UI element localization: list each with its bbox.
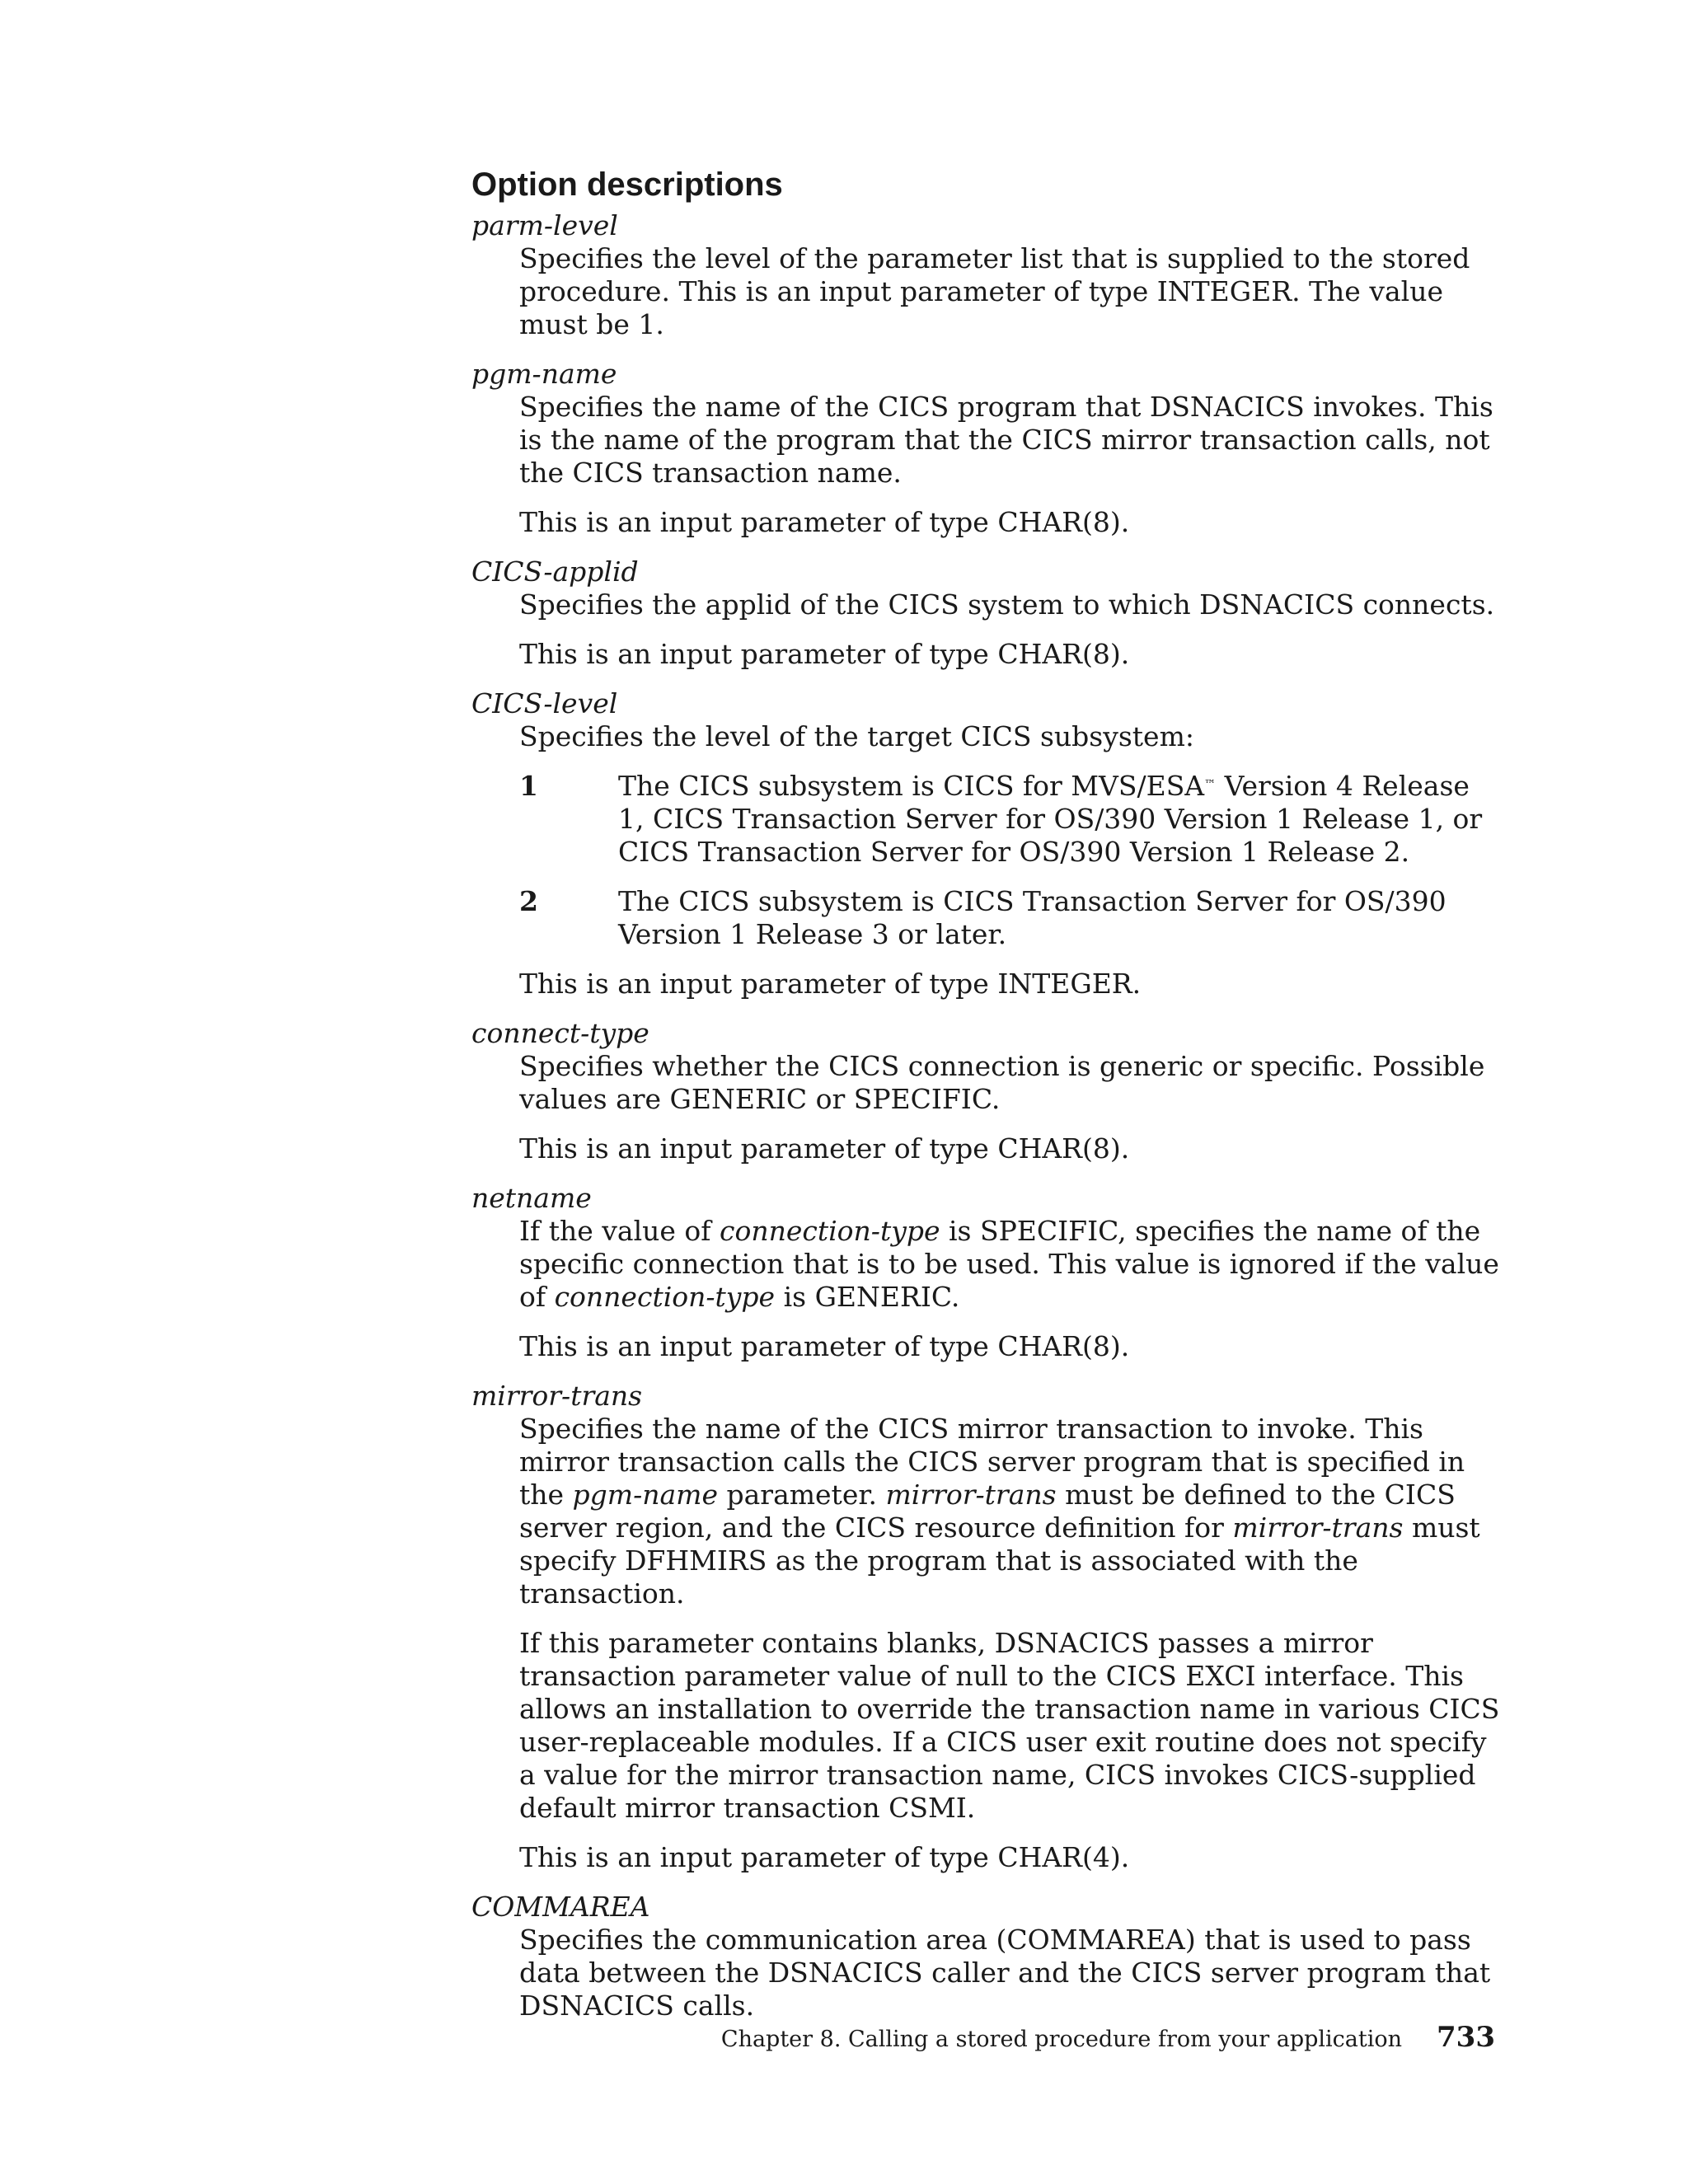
text-run: If the value of — [519, 1215, 720, 1247]
text-run: is SPECIFIC, specifies the name of the specific connection that is to be used. This value is ignored if the value of — [519, 1215, 1499, 1313]
description-paragraph: This is an input parameter of type CHAR(4). — [519, 1841, 1130, 1873]
option-description — [519, 391, 1502, 539]
description-paragraph: Specifies the name of the CICS program that DSNACICS invokes. This is the name of the program that the CICS mirror transaction calls, not the CICS transaction name. — [519, 391, 1493, 489]
option-term: parm-level — [471, 209, 618, 241]
list-item-text — [618, 770, 1502, 869]
italic-term-reference: mirror-trans — [1232, 1511, 1404, 1544]
description-paragraph: Specifies the communication area (COMMAREA) that is used to pass data between the DSNACICS caller and the CICS server program that DSNACICS calls. — [519, 1924, 1491, 2022]
description-paragraph — [519, 1413, 1502, 1610]
list-item-text: The CICS subsystem is CICS Transaction Server for OS/390 Version 1 Release 3 or later. — [618, 885, 1447, 950]
description-paragraph — [519, 1215, 1502, 1314]
option-description — [519, 1215, 1502, 1363]
italic-term-reference: pgm-name — [572, 1479, 718, 1511]
option-term: CICS-level — [471, 687, 618, 719]
chapter-title: Chapter 8. Calling a stored procedure from your application — [720, 2027, 1403, 2052]
list-item — [519, 770, 1502, 869]
description-paragraph: This is an input parameter of type CHAR(8). — [519, 638, 1130, 670]
description-paragraph: Specifies the level of the target CICS subsystem: — [519, 720, 1194, 752]
option-term: mirror-trans — [471, 1380, 643, 1412]
option-netname — [471, 1182, 1502, 1363]
option-connect-type — [471, 1017, 1502, 1165]
text-run: must be defined to the CICS server region, and the CICS resource definition for — [519, 1479, 1456, 1544]
option-term: connect-type — [471, 1017, 649, 1049]
option-mirror-trans — [471, 1380, 1502, 1874]
description-paragraph: If this parameter contains blanks, DSNACICS passes a mirror transaction parameter value of null to the CICS EXCI interface. This allows an installation to override the transaction name in various CICS user-replaceable modules. If a CICS user exit routine does not specify a value for the mirror transaction name, CICS invokes CICS-supplied default mirror transaction CSMI. — [519, 1627, 1500, 1824]
page-number: 733 — [1437, 2021, 1495, 2054]
level-list — [519, 770, 1502, 951]
page-content — [471, 165, 1502, 2039]
section-heading: Option descriptions — [471, 166, 783, 203]
description-paragraph: This is an input parameter of type CHAR(8). — [519, 1330, 1130, 1362]
page-footer — [721, 2021, 1495, 2054]
option-commarea — [471, 1891, 1502, 2022]
option-description — [519, 588, 1502, 671]
option-term: pgm-name — [471, 358, 617, 390]
description-paragraph: This is an input parameter of type CHAR(8). — [519, 1132, 1130, 1165]
option-description — [519, 1924, 1502, 2022]
option-cics-applid — [471, 555, 1502, 671]
option-term: CICS-applid — [471, 555, 639, 588]
option-description — [519, 720, 1502, 1001]
list-item — [519, 885, 1502, 951]
option-cics-level — [471, 687, 1502, 1001]
italic-term-reference: connection-type — [554, 1281, 776, 1313]
option-description — [519, 242, 1502, 341]
text-run: must specify DFHMIRS as the program that is associated with the transaction. — [519, 1511, 1480, 1610]
option-pgm-name — [471, 358, 1502, 539]
list-item-text-part: Version 4 Release 1, CICS Transaction Server for OS/390 Version 1 Release 1, or CICS Transaction Server for OS/390 Version 1 Release 2. — [618, 770, 1483, 868]
description-paragraph: Specifies the level of the parameter list that is supplied to the stored procedure. This is an input parameter of type INTEGER. The value must be 1. — [519, 242, 1470, 340]
option-term: netname — [471, 1182, 592, 1214]
text-run: Specifies the name of the CICS mirror transaction to invoke. This mirror transaction calls the CICS server program that is specified in the — [519, 1413, 1465, 1511]
list-item-number: 2 — [519, 885, 538, 917]
description-paragraph: Specifies whether the CICS connection is generic or specific. Possible values are GENERIC or SPECIFIC. — [519, 1050, 1485, 1115]
italic-term-reference: mirror-trans — [885, 1479, 1057, 1511]
option-term: COMMAREA — [471, 1891, 650, 1923]
option-description — [519, 1050, 1502, 1165]
description-paragraph: Specifies the applid of the CICS system to which DSNACICS connects. — [519, 588, 1495, 621]
description-paragraph: This is an input parameter of type INTEGER. — [519, 968, 1142, 1000]
text-run: is GENERIC. — [775, 1281, 960, 1313]
list-item-text-part: The CICS subsystem is CICS for MVS/ESA — [618, 770, 1205, 802]
description-paragraph: This is an input parameter of type CHAR(8). — [519, 506, 1130, 538]
trademark-symbol: ™ — [1204, 778, 1217, 791]
option-description — [519, 1413, 1502, 1874]
option-parm-level — [471, 209, 1502, 341]
text-run: parameter. — [718, 1479, 886, 1511]
italic-term-reference: connection-type — [720, 1215, 940, 1247]
list-item-number: 1 — [519, 770, 538, 802]
